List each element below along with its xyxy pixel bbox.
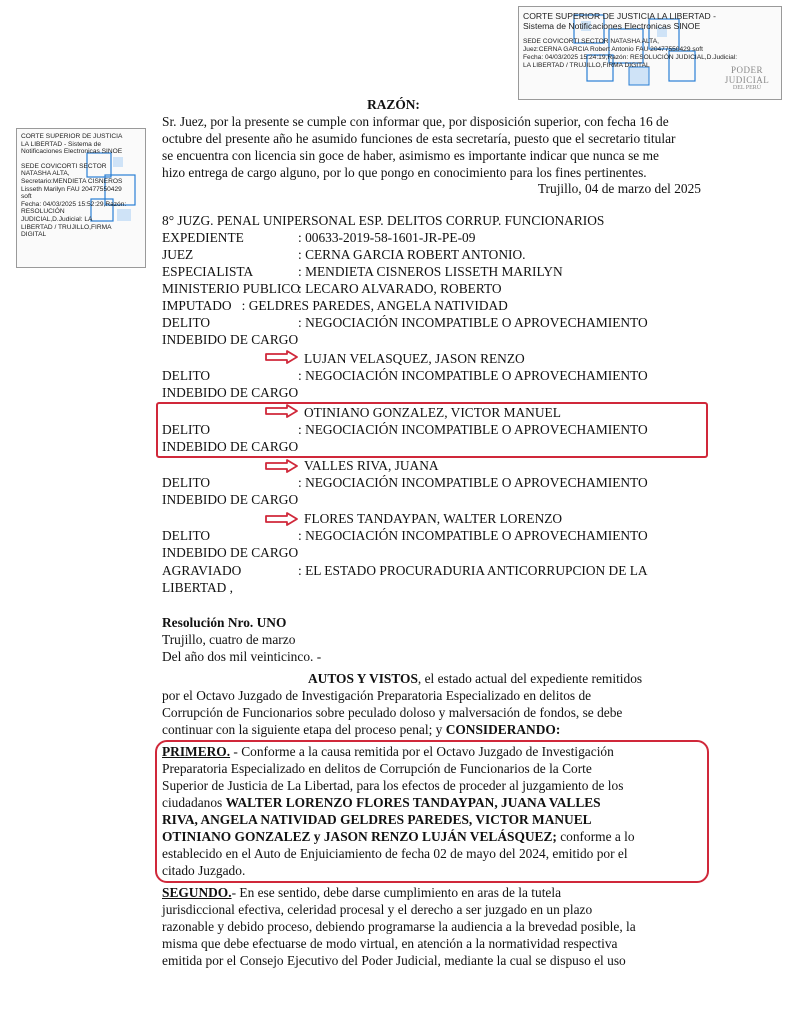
delito-cont: INDEBIDO DE CARGO: [162, 545, 299, 560]
segundo-line-4: misma que debe efectuarse de modo virtual, en atención a la normatividad respectiva: [162, 936, 618, 951]
razon-date: Trujillo, 04 de marzo del 2025: [537, 181, 701, 196]
delito-label: DELITO: [162, 528, 211, 543]
resolucion-title: Resolución Nro. UNO: [162, 615, 287, 630]
delito-value: : NEGOCIACIÓN INCOMPATIBLE O APROVECHAMIENTO: [298, 422, 648, 437]
logo-title: PODER JUDICIAL: [724, 65, 770, 85]
autos-text: , el estado actual del expediente remitidos: [417, 671, 643, 686]
ministerio-value: : LECARO ALVARADO, ROBERTO: [298, 281, 502, 296]
stamp-line-2: Sistema de Notificaciones Electronicas SINOE: [523, 21, 701, 31]
razon-line-3: se encuentra con licencia sin goce de haber, asimismo es importante indicar que nunca se me: [162, 148, 659, 163]
imputado-line: IMPUTADO : GELDRES PAREDES, ANGELA NATIVIDAD: [162, 298, 508, 313]
primero-text: conforme a lo: [556, 829, 635, 844]
left-stamp-line: Notificaciones Electronicas SINOE: [21, 148, 123, 156]
ministerio-label: MINISTERIO PUBLICO: [162, 281, 300, 296]
resolucion-city: Trujillo, cuatro de marzo: [162, 632, 296, 647]
left-stamp-line: soft: [21, 193, 32, 201]
autos-line-3: Corrupción de Funcionarios sobre peculado doloso y malversación de fondos, se debe: [162, 705, 623, 720]
autos-line-2: por el Octavo Juzgado de Investigación Preparatoria Especializado en delitos de: [162, 688, 592, 703]
segundo-label: SEGUNDO.: [162, 885, 232, 900]
stamp-line-4: Juez:CERNA GARCIA Robert Antonio FAU 20477550429 soft: [523, 46, 703, 53]
delito-label: DELITO: [162, 368, 211, 383]
red-arrow-icon: [265, 404, 299, 418]
red-arrow-icon: [265, 459, 299, 473]
stamp-line-5: Fecha: 04/03/2025 15:24:19,Razón: RESOLUCIÓN JUDICIAL,D.Judicial:: [523, 54, 738, 61]
imputado-name: LUJAN VELASQUEZ, JASON RENZO: [304, 351, 525, 366]
primero-text: - Conforme a la causa remitida por el Octavo Juzgado de Investigación: [230, 744, 614, 759]
segundo-line-2: jurisdiccional efectiva, celeridad procesal y el derecho a ser juzgado en un plazo: [162, 902, 593, 917]
primero-text: ciudadanos: [162, 795, 226, 810]
delito-label: DELITO: [162, 475, 211, 490]
primero-line-8: citado Juzgado.: [162, 863, 246, 878]
primero-names: OTINIANO GONZALEZ y JASON RENZO LUJÁN VELÁSQUEZ;: [162, 829, 557, 844]
delito-value: : NEGOCIACIÓN INCOMPATIBLE O APROVECHAMIENTO: [298, 315, 648, 330]
segundo-line-1: [162, 884, 561, 901]
primero-line-5: RIVA, ANGELA NATIVIDAD GELDRES PAREDES, VICTOR MANUEL: [162, 812, 592, 827]
primero-line-3: Superior de Justicia de La Libertad, para los efectos de proceder al juzgamiento de los: [162, 778, 624, 793]
left-stamp-line: Fecha: 04/03/2025 15:52:29,Razón:: [21, 200, 127, 208]
expediente-label: EXPEDIENTE: [162, 230, 244, 245]
red-arrow-icon: [265, 350, 299, 364]
left-stamp-line: LIBERTAD / TRUJILLO,FIRMA: [21, 223, 112, 231]
segundo-text: - En ese sentido, debe darse cumplimiento en aras de la tutela: [231, 885, 562, 900]
delito-cont: INDEBIDO DE CARGO: [162, 385, 299, 400]
autos-line-1: [308, 670, 642, 687]
primero-line-6: [162, 828, 635, 845]
left-stamp-line: DIGITAL: [21, 231, 47, 239]
razon-line-2: octubre del presente año he asumido funciones de esta secretaría, puesto que el secretario titular: [162, 131, 676, 146]
left-stamp-line: [21, 156, 126, 163]
razon-line-4: hizo entrega de cargo alguno, por lo que pongo en conocimiento para los fines pertinentes.: [162, 165, 647, 180]
juez-label: JUEZ: [162, 247, 194, 262]
delito-label: DELITO: [162, 422, 211, 437]
delito-cont: INDEBIDO DE CARGO: [162, 439, 299, 454]
autos-text: continuar con la siguiente etapa del proceso penal; y: [162, 722, 446, 737]
stamp-line-1: CORTE SUPERIOR DE JUSTICIA LA LIBERTAD -: [523, 11, 716, 21]
resolucion-year: Del año dos mil veinticinco. -: [162, 649, 322, 664]
razon-line-1: Sr. Juez, por la presente se cumple con informar que, por disposición superior, con fecha 16 de: [162, 114, 669, 129]
agraviado-value: : EL ESTADO PROCURADURIA ANTICORRUPCION DE LA: [298, 563, 648, 578]
razon-title: RAZÓN:: [367, 97, 420, 112]
left-stamp-line: LA LIBERTAD - Sistema de: [21, 140, 102, 148]
stamp-line-6: LA LIBERTAD / TRUJILLO,FIRMA DIGITAL: [523, 62, 650, 69]
agraviado-cont: LIBERTAD ,: [162, 580, 234, 595]
especialista-value: : MENDIETA CISNEROS LISSETH MARILYN: [298, 264, 563, 279]
left-stamp-line: JUDICIAL,D.Judicial: LA: [21, 215, 93, 223]
court-name: 8° JUZG. PENAL UNIPERSONAL ESP. DELITOS CORRUP. FUNCIONARIOS: [162, 213, 605, 228]
delito-cont: INDEBIDO DE CARGO: [162, 332, 299, 347]
left-stamp-text: [21, 133, 126, 239]
imputado-name: VALLES RIVA, JUANA: [304, 458, 439, 473]
red-arrow-icon: [265, 512, 299, 526]
left-stamp-line: Lisseth Marilyn FAU 20477550429: [21, 185, 122, 193]
juez-value: : CERNA GARCIA ROBERT ANTONIO.: [298, 247, 526, 262]
left-stamp-line: Secretario:MENDIETA CISNEROS: [21, 177, 123, 185]
primero-line-2: Preparatoria Especializado en delitos de Corrupción de Funcionarios de la Corte: [162, 761, 592, 776]
delito-label: DELITO: [162, 315, 211, 330]
primero-label: PRIMERO.: [162, 744, 231, 759]
left-stamp-line: NATASHA ALTA,: [21, 170, 70, 178]
delito-value: : NEGOCIACIÓN INCOMPATIBLE O APROVECHAMIENTO: [298, 528, 648, 543]
delito-cont: INDEBIDO DE CARGO: [162, 492, 299, 507]
top-signature-stamp: [518, 6, 782, 100]
poder-judicial-logo: [715, 65, 779, 91]
primero-line-7: establecido en el Auto de Enjuiciamiento de fecha 02 de mayo del 2024, emitido por el: [162, 846, 628, 861]
agraviado-label: AGRAVIADO: [162, 563, 242, 578]
expediente-value: : 00633-2019-58-1601-JR-PE-09: [298, 230, 476, 245]
considerando-label: CONSIDERANDO:: [445, 722, 561, 737]
especialista-label: ESPECIALISTA: [162, 264, 254, 279]
imputado-name: FLORES TANDAYPAN, WALTER LORENZO: [304, 511, 563, 526]
primero-line-1: [162, 743, 614, 760]
left-stamp-line: RESOLUCIÓN: [21, 208, 65, 216]
autos-lead: AUTOS Y VISTOS: [308, 671, 418, 686]
segundo-line-3: razonable y debido proceso, debiendo programarse la audiencia a la brevedad posible, la: [162, 919, 636, 934]
delito-value: : NEGOCIACIÓN INCOMPATIBLE O APROVECHAMIENTO: [298, 368, 648, 383]
left-stamp-line: SEDE COVICORTI SECTOR: [21, 162, 107, 170]
autos-line-4: [162, 721, 560, 738]
primero-line-4: [162, 794, 601, 811]
delito-value: : NEGOCIACIÓN INCOMPATIBLE O APROVECHAMIENTO: [298, 475, 648, 490]
logo-subtitle: DEL PERÚ: [732, 85, 762, 91]
left-signature-stamp: [16, 128, 146, 268]
imputado-name: OTINIANO GONZALEZ, VICTOR MANUEL: [304, 405, 561, 420]
left-stamp-line: CORTE SUPERIOR DE JUSTICIA: [21, 133, 123, 140]
segundo-line-5: emitida por el Consejo Ejecutivo del Poder Judicial, mediante la cual se dispuso el uso: [162, 953, 626, 968]
primero-names: WALTER LORENZO FLORES TANDAYPAN, JUANA VALLES: [225, 795, 601, 810]
stamp-line-3: SEDE COVICORTI SECTOR NATASHA ALTA,: [523, 38, 659, 45]
